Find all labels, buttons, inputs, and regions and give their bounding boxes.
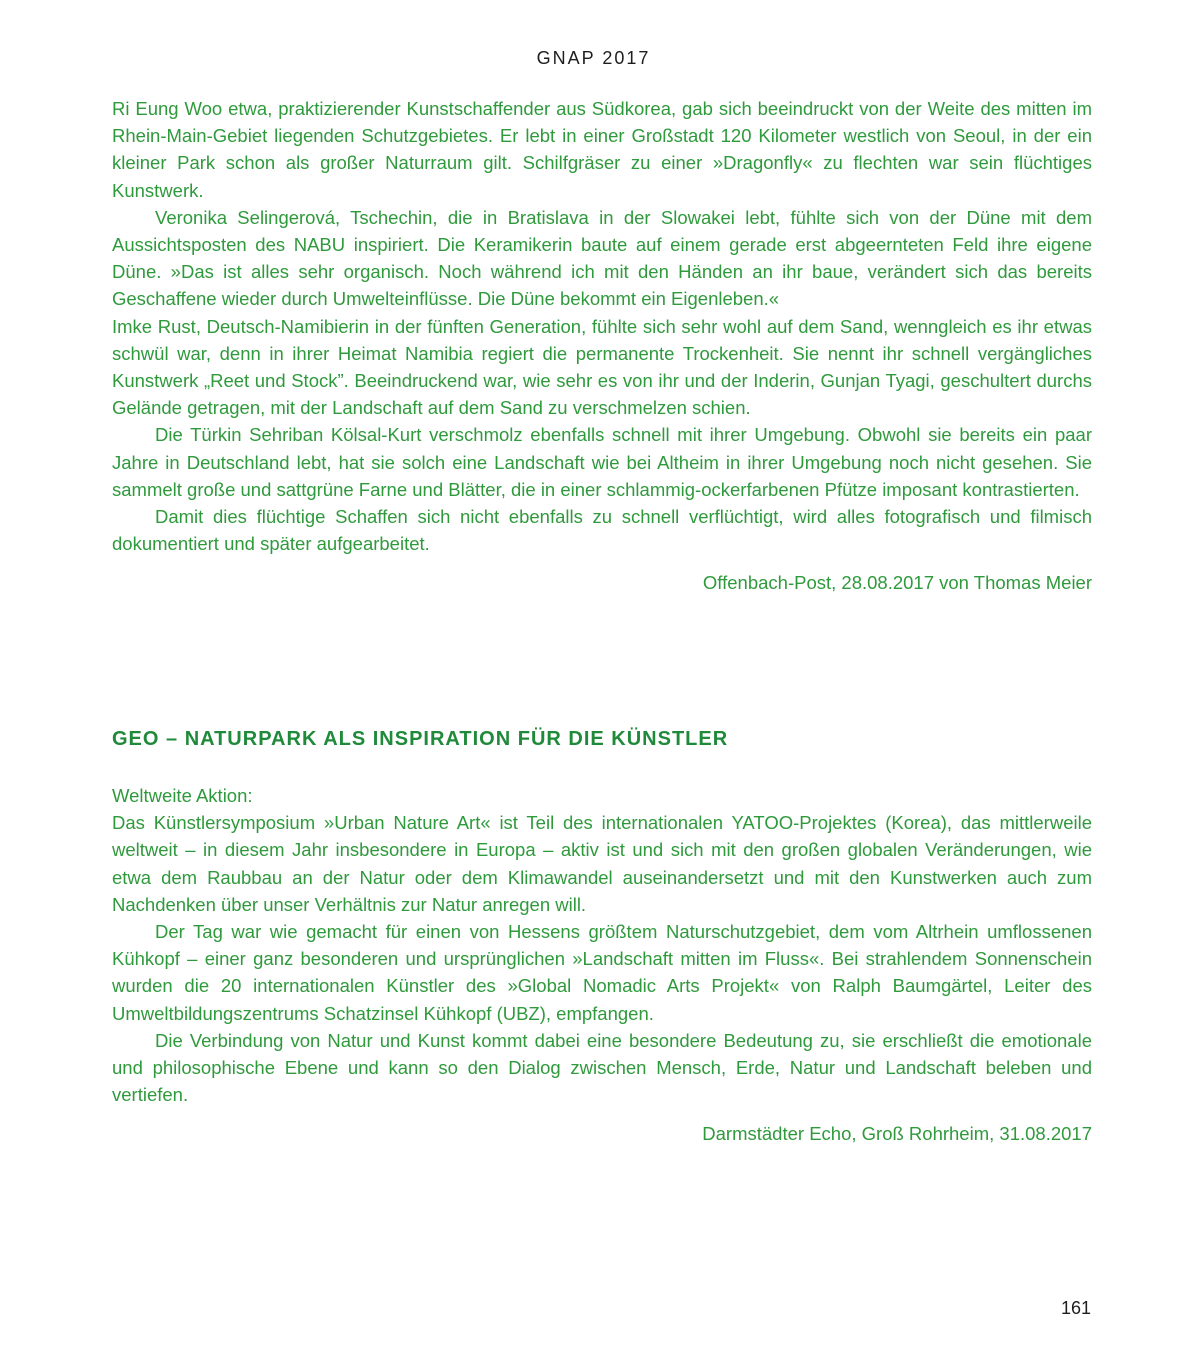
- article-darmstaedter-echo: [112, 782, 1092, 1148]
- article-paragraph: Die Türkin Sehriban Kölsal-Kurt verschmolz ebenfalls schnell mit ihrer Umgebung. Obwohl sie bereits ein paar Jahre in Deutschland lebt, hat sie solch eine Landschaft wie bei Altheim in ihrer Umgebung noch nicht gesehen. Sie sammelt große und sattgrüne Farne und Blätter, die in einer schlammig-ockerfarbenen Pfütze imposant kontrastierten.: [112, 424, 1092, 500]
- article-offenbach-post: [112, 95, 1092, 597]
- article-paragraph: Die Verbindung von Natur und Kunst kommt dabei eine besondere Bedeutung zu, sie erschließt die emotionale und philosophische Ebene und kann so den Dialog zwischen Mensch, Erde, Natur und Landschaft beleben und vertiefen.: [112, 1029, 1092, 1106]
- article-paragraph: Der Tag war wie gemacht für einen von Hessens größtem Naturschutzgebiet, dem vom Altrhein umflossenen Kühkopf – einer ganz besonderen und ursprünglichen »Landschaft mitten im Fluss«. Bei strahlendem Sonnenschein wurden die 20 internationalen Künstler des »Global Nomadic Arts Projekt« von Ralph Baumgärtel, Leiter des Umweltbildungszentrums Schatzinsel Kühkopf (UBZ), empfangen.: [112, 921, 1092, 1024]
- article-paragraph: Ri Eung Woo etwa, praktizierender Kunstschaffender aus Südkorea, gab sich beeindruckt von der Weite des mitten im Rhein-Main-Gebiet liegenden Schutzgebietes. Er lebt in einer Großstadt 120 Kilometer westlich von Seoul, in der ein kleiner Park schon als großer Naturraum gilt. Schilfgräser zu einer »Dragonfly« zu flechten war sein flüchtiges Kunstwerk.: [112, 98, 1092, 201]
- article-paragraph: Veronika Selingerová, Tschechin, die in Bratislava in der Slowakei lebt, fühlte sich von der Düne mit dem Aussichtsposten des NABU inspiriert. Die Keramikerin baute auf einem gerade erst abgeernteten Feld ihre eigene Düne. »Das ist alles sehr organisch. Noch während ich mit den Händen an ihr baue, verändert sich das bereits Geschaffene wieder durch Umwelteinflüsse. Die Düne bekommt ein Eigenleben.«: [112, 206, 1092, 310]
- article-kicker: Weltweite Aktion:: [112, 785, 253, 806]
- article-source-credit: Offenbach-Post, 28.08.2017 von Thomas Meier: [702, 572, 1092, 594]
- article-paragraph: Imke Rust, Deutsch-Namibierin in der fünften Generation, fühlte sich sehr wohl auf dem Sand, wenngleich es ihr etwas schwül war, denn in ihrer Heimat Namibia regiert die permanente Trockenheit. Sie nennt ihr schnell vergängliches Kunstwerk „Reet und Stock”. Beeindruckend war, wie sehr es von ihr und der Inderin, Gunjan Tyagi, geschultert durchs Gelände getragen, mit der Landschaft auf dem Sand zu verschmelzen schien.: [112, 315, 1092, 419]
- article-paragraph: Damit dies flüchtige Schaffen sich nicht ebenfalls zu schnell verflüchtigt, wird alles fotografisch und filmisch dokumentiert und später aufgearbeitet.: [112, 506, 1092, 555]
- page-number: 161: [1060, 1298, 1091, 1318]
- section-heading: GEO – NATURPARK ALS INSPIRATION FÜR DIE KÜNSTLER: [112, 728, 729, 750]
- article-source-credit: Darmstädter Echo, Groß Rohrheim, 31.08.2017: [702, 1123, 1092, 1145]
- article-paragraph: Das Künstlersymposium »Urban Nature Art« ist Teil des internationalen YATOO-Projektes (Korea), das mittlerweile weltweit – in diesem Jahr insbesondere in Europa – aktiv ist und sich mit den großen globalen Veränderungen, wie etwa dem Raubbau an der Natur oder dem Klimawandel auseinandersetzt und mit den Kunstwerken auch zum Nachdenken über unser Verhältnis zur Natur anregen will.: [112, 812, 1092, 915]
- running-header: GNAP 2017: [536, 48, 651, 68]
